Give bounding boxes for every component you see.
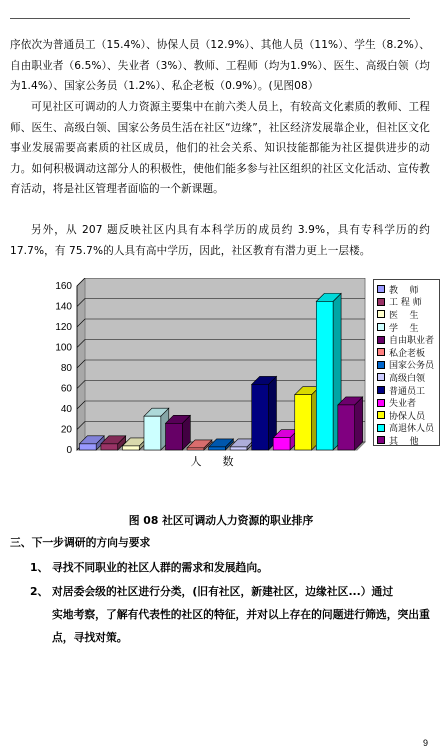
legend-item xyxy=(377,434,439,447)
legend-item xyxy=(377,422,439,435)
legend-swatch xyxy=(377,310,385,318)
y-tick-label: 120 xyxy=(55,322,72,333)
legend-swatch xyxy=(377,373,385,381)
bar xyxy=(101,444,118,450)
legend-item xyxy=(377,384,439,397)
legend-swatch xyxy=(377,436,385,444)
legend-item xyxy=(377,296,439,309)
bar xyxy=(166,423,183,450)
y-tick-label: 0 xyxy=(66,445,72,456)
bar xyxy=(273,438,290,450)
legend-item xyxy=(377,333,439,346)
page-number: 9 xyxy=(423,738,429,748)
legend-swatch xyxy=(377,285,385,293)
y-tick-label: 40 xyxy=(60,404,72,415)
paragraph-occupation-ranking: 序依次为普通员工（15.4%）、协保人员（12.9%）、其他人员（11%）、学生（8.2%）、自由职业者（6.5%）、失业者（3%）、教师、工程师（均为1.9%）、医生、高级白领（均为1.4%）、国家公务员（1.2%）、私企老板（0.9%）。(见图08） xyxy=(10,39,430,92)
legend-item xyxy=(377,321,439,334)
list-item xyxy=(30,556,432,579)
legend-swatch xyxy=(377,399,385,407)
legend-label: 自由职业者 xyxy=(389,336,435,347)
paragraph-education: 另外，从 207 题反映社区内具有本科学历的成员约 3.9%，具有专科学历的约 17.7%，有 75.7%的人具有高中学历，因此，社区教育有潜力更上一层楼。 xyxy=(10,224,430,257)
legend-item xyxy=(377,396,439,409)
legend-item xyxy=(377,283,439,296)
legend-item xyxy=(377,371,439,384)
list-text: 寻找不同职业的社区人群的需求和发展趋向。 xyxy=(52,561,268,574)
legend-label: 高级白领 xyxy=(389,373,426,384)
list-text-continued: 实地考察，了解有代表性的社区的特征，并对以上存在的问题进行筛选，突出重点，寻找对策。 xyxy=(52,608,430,644)
legend-label: 国家公务员 xyxy=(389,361,435,372)
bar xyxy=(338,405,355,450)
legend-item xyxy=(377,359,439,372)
legend-label: 失业者 xyxy=(389,399,417,410)
list-number: 2、 xyxy=(30,585,49,598)
bar xyxy=(209,447,226,450)
legend-label: 高退休人员 xyxy=(389,424,435,435)
legend-label: 医 生 xyxy=(389,310,419,321)
legend-label: 工 程 师 xyxy=(389,298,422,309)
bar xyxy=(230,447,247,450)
bar xyxy=(122,446,139,450)
header-rule xyxy=(10,18,410,19)
legend-swatch xyxy=(377,348,385,356)
legend-label: 私企老板 xyxy=(389,348,426,359)
chart-legend xyxy=(373,279,440,446)
section-heading: 三、下一步调研的方向与要求 xyxy=(10,536,151,549)
y-tick-label: 20 xyxy=(60,424,72,436)
bar xyxy=(144,416,161,450)
legend-swatch xyxy=(377,411,385,419)
legend-label: 学 生 xyxy=(389,323,419,334)
legend-swatch xyxy=(377,336,385,344)
legend-item xyxy=(377,409,439,422)
legend-item xyxy=(377,346,439,359)
x-axis-label: 人 数 xyxy=(190,455,234,468)
bar xyxy=(316,301,333,450)
legend-item xyxy=(377,308,439,321)
y-tick-label: 60 xyxy=(60,383,72,395)
legend-swatch xyxy=(377,323,385,331)
y-tick-label: 160 xyxy=(55,281,72,292)
legend-label: 教 师 xyxy=(389,285,419,296)
y-tick-label: 140 xyxy=(55,301,72,313)
legend-swatch xyxy=(377,298,385,306)
bar xyxy=(79,444,96,450)
bar xyxy=(252,384,269,450)
occupation-bar-chart xyxy=(40,278,370,478)
list-text: 对居委会级的社区进行分类，(旧有社区，新建社区，边缘社区...）通过 xyxy=(52,585,394,598)
paragraph-analysis: 可见社区可调动的人力资源主要集中在前六类人员上，有较高文化素质的教师、工程师、医生、高级白领、国家公务员生活在社区“边缘”，社区经济发展靠企业，但社区文化事业发展需要高素质的社区成员，他们的社会关系、知识技能都能为社区提供进步的动力。如何积极调动这部分人的积极性，使他们能多参与社区组织的社区文化活动、宣传教育活动，将是社区管理者面临的一个新课题。 xyxy=(10,101,430,195)
legend-label: 其 他 xyxy=(389,436,419,447)
bar xyxy=(187,448,204,450)
figure-caption: 图 08 社区可调动人力资源的职业排序 xyxy=(128,514,314,527)
bar xyxy=(295,395,312,450)
list-number: 1、 xyxy=(30,561,49,574)
y-tick-label: 80 xyxy=(60,363,72,374)
legend-swatch xyxy=(377,424,385,432)
y-tick-label: 100 xyxy=(55,342,72,354)
bar-side xyxy=(355,397,363,450)
legend-swatch xyxy=(377,361,385,369)
legend-label: 普通员工 xyxy=(389,386,426,397)
legend-swatch xyxy=(377,386,385,394)
list-item xyxy=(30,580,432,649)
legend-label: 协保人员 xyxy=(389,411,426,422)
